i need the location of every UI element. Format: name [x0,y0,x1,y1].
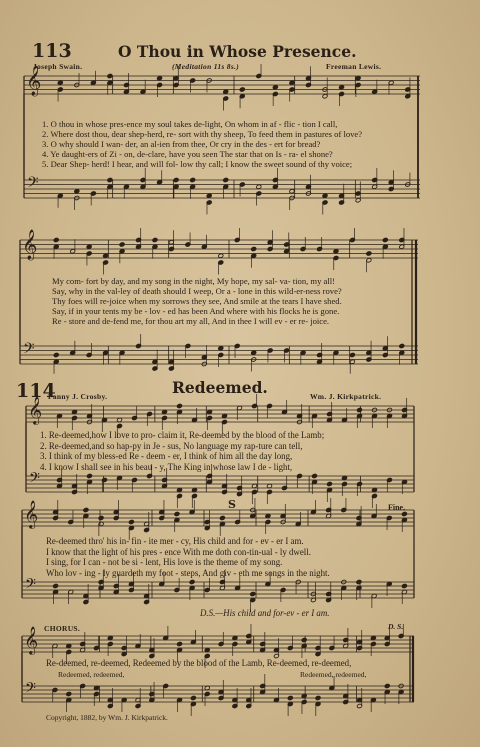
note-head [86,244,92,249]
lyric-line: Re-deemed thro' his in- fin - ite mer - cy, His child and for - ev - er I am. [46,536,304,546]
note-head [402,583,408,588]
chorus-echo-a: Redeemed, redeemed, [58,670,125,679]
hymn-113-author: Joseph Swain. [33,62,83,71]
note-head [223,177,229,182]
bass-clef-icon: 𝄢 [27,174,39,195]
lyric-line: 1. Re-deemed,how I love to pro- claim it, Re-deemed by the blood of the Lamb; [40,430,325,440]
note-head [312,473,318,478]
lyric-line: Say, why in the val-ley of death should I weep, Or a - lone in this wild-er-ness rove? [52,286,342,296]
hymn-113-verses-b [52,276,342,326]
note-head [107,73,113,78]
note-head [57,80,63,85]
note-head [83,507,89,512]
bass-clef-icon: 𝄢 [29,470,40,490]
hymn-114-author: Fanny J. Crosby. [48,392,108,401]
note-head [402,511,408,516]
note-head [366,251,372,256]
note-head [287,695,293,700]
treble-clef-icon: 𝄞 [26,66,42,96]
note-head [129,519,135,524]
hymn-113-title: O Thou in Whose Presence. [118,42,357,61]
chorus-echo-b: Redeemed, redeemed, [300,670,367,679]
note-head [251,350,257,355]
note-head [53,352,59,357]
note-head [256,184,262,189]
note-head [173,177,179,182]
copyright-notice: Copyright, 1882, by Wm. J. Kirkpatrick. [46,713,168,722]
note-head [315,695,321,700]
note-head [327,481,333,486]
note-head [220,515,226,520]
lyric-line: 5. Dear Shep- herd! I hear, and will fol- low thy call; I know the sweet sound of thy voice; [42,159,353,169]
note-head [107,177,113,182]
lyric-line: 3. O why should I wan- der, an al-ien from thee, Or cry in the des - ert for bread? [42,139,321,149]
note-head [356,579,362,584]
fine-mark: Fine. [388,503,406,512]
lyric-line: I sing, for I can - not be si - lent, His love is the theme of my song. [46,557,283,568]
note-head [251,246,257,251]
bass-clef-icon: 𝄢 [25,576,36,596]
note-head [206,193,212,198]
treble-clef-icon: 𝄞 [24,626,39,654]
note-head [384,683,390,688]
note-head [74,189,80,194]
note-head [339,85,345,90]
lyric-line: Who lov - ing - ly guardeth my foot - steps, And giv - eth me songs in the night. [46,567,330,578]
chorus-label: CHORUS. [44,624,81,633]
bass-clef-icon: 𝄢 [25,680,36,700]
hymn-114-composer: Wm. J. Kirkpatrick. [310,392,382,401]
treble-clef-icon: 𝄞 [24,500,39,528]
lyric-line: 4. Ye daught-ers of Zi - on, de-clare, have you seen The star that on Is - ra- el shone? [42,149,333,159]
note-head [355,76,361,81]
segno-mark: S [228,498,236,511]
ds-instruction: D.S.—His child and for-ev - er I am. [200,608,330,618]
note-head [157,76,163,81]
lyric-line: 2. Where dost thou, dear shep-herd, re- sort with thy sheep, To feed them in pastures of love? [42,129,363,139]
chorus-words: Re-deemed, re-deemed, Redeemed by the blood of the Lamb, Re-deemed, re-deemed, [46,658,352,668]
note-head [322,193,328,198]
note-head [333,249,339,254]
hymn-114-verses-b [46,536,330,578]
note-head [239,87,245,92]
treble-clef-icon: 𝄞 [22,230,38,260]
lyric-line: 3. I think of my bless-ed Re - deem - er, I think of him all the day long, [40,451,293,462]
note-head [301,637,307,642]
note-head [289,80,295,85]
note-head [382,237,388,242]
note-head [250,591,256,596]
note-head [223,89,229,94]
lyric-line: Thy foes will re-joice when my sorrows they see, And smile at the tears I have shed. [52,296,342,306]
hymn-113-composer: Freeman Lewis. [326,62,382,71]
note-head [191,695,197,700]
hymn-113-number: 113 [32,40,72,62]
note-head [289,189,295,194]
note-head [174,511,180,516]
hymn-113-tune: (Meditation 11s 8s.) [172,62,240,71]
note-head [103,253,109,258]
note-head [189,579,195,584]
bass-clef-icon: 𝄢 [23,340,35,361]
lyric-line: 1. O thou in whose pres-ence my soul takes de-light, On whom in af - flic - tion I call, [42,119,338,129]
lyric-line: 2. Re-deemed,and so hap-py in Je - sus, No language my rap-ture can tell, [40,440,303,451]
lyric-line: Re - store and de-fend me, for thou art my all, And in thee I will ev - er re- joice. [52,316,330,326]
note-head [152,237,158,242]
note-head [98,515,104,520]
note-head [119,242,125,247]
ds-mark: D. S. [388,622,404,631]
note-head [177,403,183,408]
note-head [357,407,363,412]
note-head [66,691,72,696]
note-head [399,343,405,348]
hymn-114-number: 114 [16,380,56,402]
hymn-114-verses-a [40,430,324,472]
lyric-line: My com- fort by day, and my song in the night, My hope, my sal- va- tion, my all! [52,276,335,286]
treble-clef-icon: 𝄞 [28,396,43,424]
lyric-line: Say, if in your tents my be - lov - ed has been And where with his flocks he is gone. [52,306,340,316]
note-head [218,346,224,351]
hymn-114-title: Redeemed. [172,378,268,397]
note-head [177,641,183,646]
note-head [53,583,59,588]
note-head [218,253,224,258]
note-head [350,352,356,357]
note-head [87,473,93,478]
lyric-line: 4. I know I shall see in his beau - y, The King in whose law I de - light, [40,461,293,472]
hymn-113-verses-a [42,119,362,169]
note-head [190,177,196,182]
note-head [272,85,278,90]
lyric-line: I know that the light of his pres - ence With me doth con-tin-ual - ly dwell. [46,546,311,557]
note-head [53,237,59,242]
